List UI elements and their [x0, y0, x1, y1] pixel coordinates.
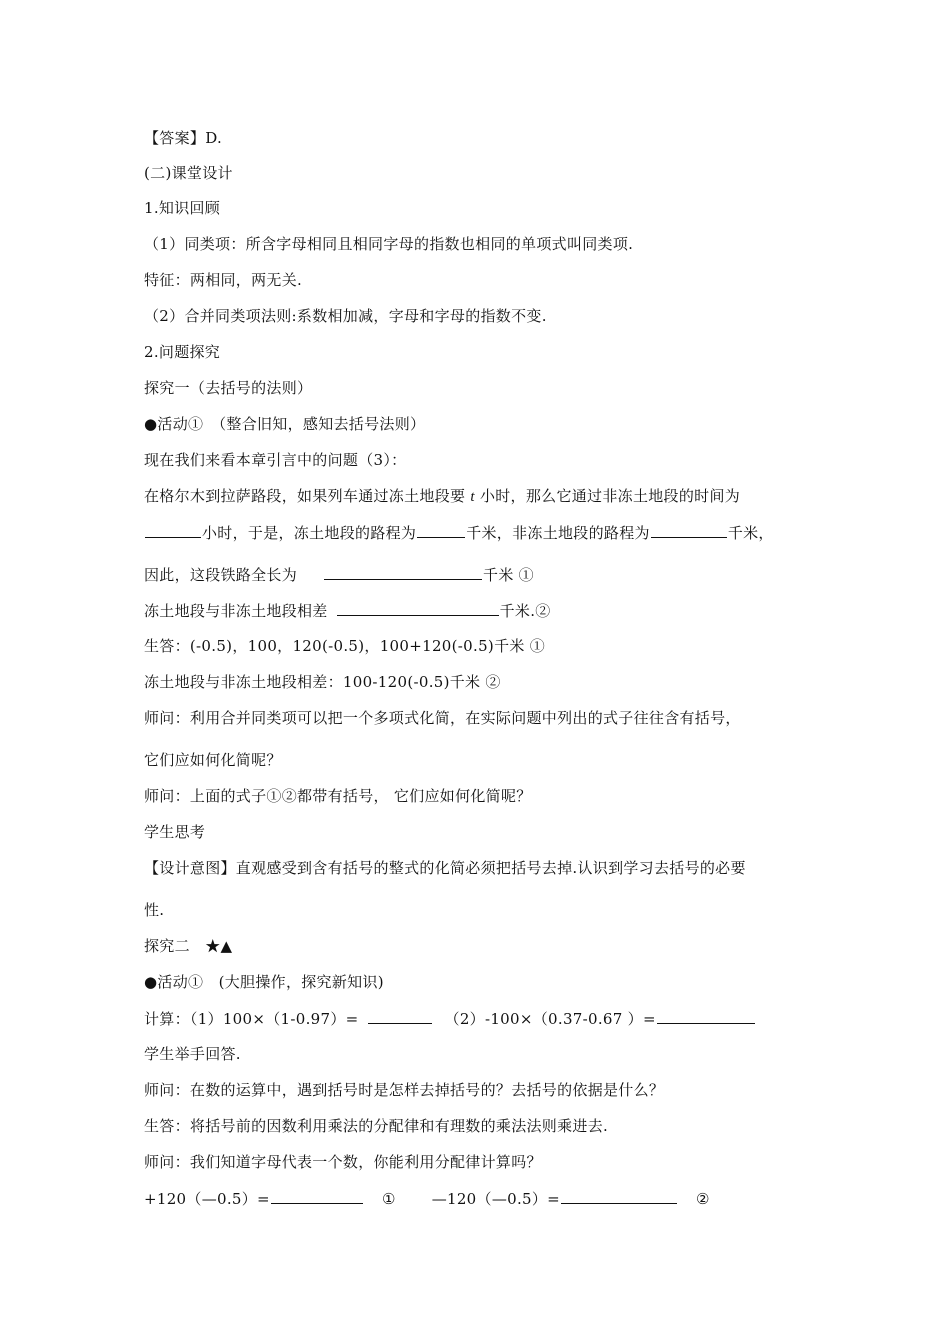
- text-segment: 小时，于是，冻土地段的路程为: [202, 524, 417, 542]
- variable-t: t: [470, 489, 475, 505]
- calculation-line: [144, 1008, 756, 1029]
- answer-blank[interactable]: [271, 1188, 363, 1204]
- text-segment: 在格尔木到拉萨路段，如果列车通过冻土地段要: [144, 487, 466, 505]
- text-segment: +120（—0.5）=: [144, 1190, 270, 1208]
- paragraph: 学生思考: [144, 823, 206, 841]
- paragraph: 生答：将括号前的因数利用乘法的分配律和有理数的乘法法则乘进去.: [144, 1117, 609, 1135]
- text-segment: 因此，这段铁路全长为: [144, 566, 298, 584]
- circled-number: ①: [381, 1190, 396, 1208]
- paragraph: 师问：上面的式子①②都带有括号， 它们应如何化简呢？: [144, 787, 532, 805]
- paragraph: （2）合并同类项法则:系数相加减，字母和字母的指数不变.: [144, 307, 547, 325]
- paragraph: 特征：两相同，两无关.: [144, 271, 303, 289]
- text-segment: 冻土地段与非冻土地段相差: [144, 602, 328, 620]
- paragraph: （1）同类项：所含字母相同且相同字母的指数也相同的单项式叫同类项.: [144, 235, 634, 253]
- problem-line: [144, 564, 534, 585]
- answer-blank[interactable]: [145, 522, 201, 538]
- answer-blank[interactable]: [324, 564, 482, 580]
- paragraph: 生答：(-0.5)，100，120(-0.5)，100+120(-0.5)千米 ①: [144, 637, 546, 655]
- paragraph: 师问：我们知道字母代表一个数，你能利用分配律计算吗？: [144, 1153, 542, 1171]
- problem-line: [144, 486, 740, 507]
- calculation-line: [144, 1188, 710, 1209]
- section-heading: (二)课堂设计: [144, 164, 233, 182]
- answer-blank[interactable]: [368, 1008, 432, 1024]
- paragraph: 学生举手回答.: [144, 1045, 241, 1063]
- subsection-heading: 1.知识回顾: [144, 199, 221, 217]
- answer-blank[interactable]: [417, 522, 465, 538]
- paragraph: 师问：在数的运算中，遇到括号时是怎样去掉括号的？去括号的依据是什么？: [144, 1081, 665, 1099]
- paragraph: 性.: [144, 901, 165, 919]
- answer-blank[interactable]: [561, 1188, 677, 1204]
- problem-line: [144, 522, 774, 543]
- subsection-heading: 2.问题探究: [144, 343, 221, 361]
- problem-line: [144, 600, 551, 621]
- circled-number: ②: [696, 1190, 710, 1208]
- activity-heading: ●活动① (大胆操作，探究新知识): [144, 973, 384, 991]
- answer-blank[interactable]: [337, 600, 499, 616]
- answer-blank[interactable]: [657, 1008, 755, 1024]
- paragraph: 冻土地段与非冻土地段相差：100-120(-0.5)千米 ②: [144, 673, 501, 691]
- text-segment: 千米，非冻土地段的路程为: [466, 524, 650, 542]
- text-segment: 千米，: [727, 524, 774, 542]
- answer-blank[interactable]: [651, 522, 727, 538]
- paragraph: 探究一（去括号的法则）: [144, 379, 313, 397]
- answer-line: 【答案】D.: [144, 129, 223, 147]
- activity-heading: ●活动① （整合旧知，感知去括号法则）: [144, 415, 426, 433]
- text-segment: 计算：（1）100×（1-0.97）=: [144, 1010, 359, 1028]
- paragraph: 现在我们来看本章引言中的问题（3）：: [144, 451, 407, 469]
- subsection-heading: 探究二 ★▲: [144, 937, 233, 955]
- paragraph: 它们应如何化简呢？: [144, 751, 282, 769]
- paragraph: 师问：利用合并同类项可以把一个多项式化简，在实际问题中列出的式子往往含有括号，: [144, 709, 741, 727]
- design-intent: 【设计意图】直观感受到含有括号的整式的化简必须把括号去掉.认识到学习去括号的必要: [144, 859, 746, 877]
- text-segment: —120（—0.5）=: [431, 1190, 561, 1208]
- text-segment: 千米.②: [499, 602, 551, 620]
- text-segment: 千米 ①: [483, 566, 534, 584]
- text-segment: 小时，那么它通过非冻土地段的时间为: [479, 487, 741, 505]
- text-segment: （2）-100×（0.37-0.67 ）=: [444, 1010, 656, 1028]
